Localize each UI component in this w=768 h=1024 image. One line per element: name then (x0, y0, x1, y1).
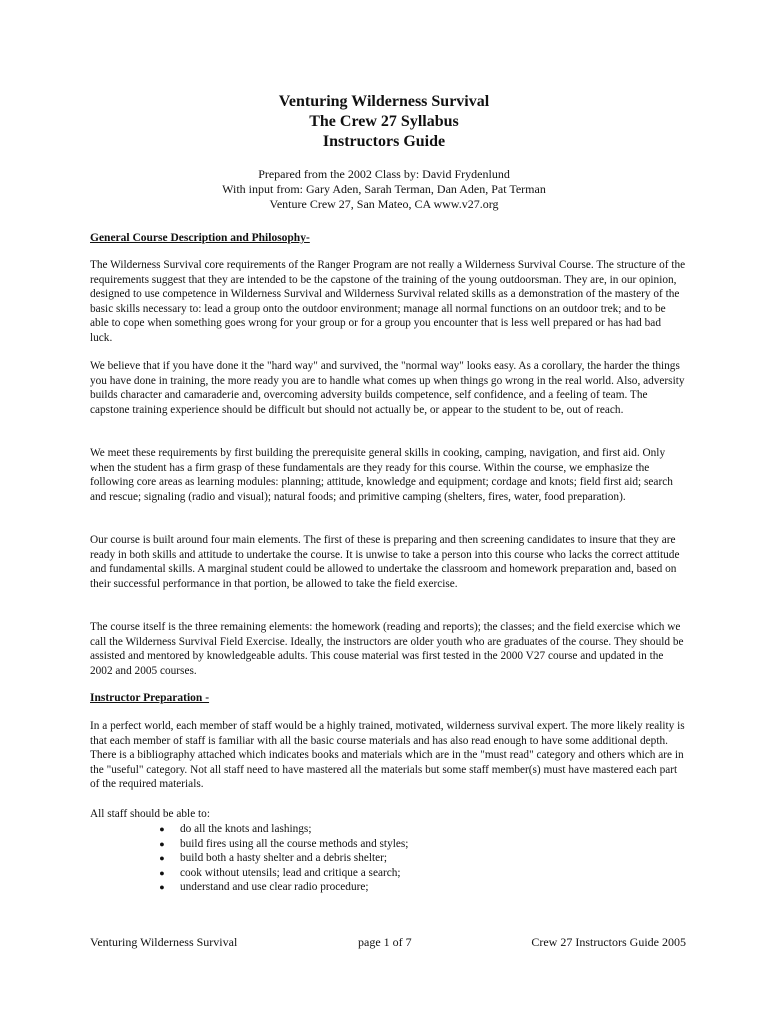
paragraph-text: In a perfect world, each member of staff would be a highly trained, motivated, wilderness survival expert. The more likely reality is that each member of staff is familiar with all the basic course materials and has also read enough to have some additional depth. There is a bibliography attached which indicates books and materials which are in the "must read" category and others which are in the "useful" category. Not all staff need to have mastered all the materials but some staff member(s) must have mastered each part of the required materials. (90, 720, 685, 790)
paragraph (90, 446, 686, 504)
prepared-by-line: Prepared from the 2002 Class by: David Frydenlund (258, 167, 510, 181)
list-item-text: do all the knots and lashings; (180, 823, 312, 835)
document-title: Venturing Wilderness Survival (278, 93, 490, 110)
list-item-text: build both a hasty shelter and a debris shelter; (180, 852, 388, 864)
crew-address-line: Venture Crew 27, San Mateo, CA www.v27.org (269, 197, 499, 211)
list-item-text: cook without utensils; lead and critique a search; (180, 866, 401, 879)
list-item (90, 837, 690, 852)
paragraph-text: Our course is built around four main elements. The first of these is preparing and then screening candidates to insure that they are ready in both skills and attitude to undertake the course. It is unwise to take a person into this course who lacks the correct attitude and fundamental skills. A marginal student could be allowed to undertake the classroom and homework preparation and, based on their successful performance in that portion, be allowed to take the field exercise. (90, 534, 680, 590)
footer-left-title: Venturing Wilderness Survival (90, 935, 238, 949)
list-item (90, 880, 690, 895)
section-heading-course-description: General Course Description and Philosophy- (90, 232, 310, 244)
paragraph (90, 620, 686, 678)
title-block (0, 92, 768, 152)
document-subtitle: The Crew 27 Syllabus (309, 113, 459, 130)
prepared-by-block (0, 167, 768, 212)
paragraph (90, 258, 686, 345)
paragraph-text: We believe that if you have done it the "hard way" and survived, the "normal way" looks easy. As a corollary, the harder the things you have done in training, the more ready you are to handle what comes up when things go wrong in the real world. Also, adversity builds character and camaraderie and, overcoming adversity builds competence, self confidence, and a feeling of team. The capstone training experience should be difficult but should not actually be, or appear to the student to be, out of reach. (90, 360, 685, 416)
bullet-icon: ● (159, 853, 165, 863)
input-from-line: With input from: Gary Aden, Sarah Terman, Dan Aden, Pat Terman (222, 182, 546, 196)
paragraph (90, 807, 686, 822)
bullet-icon: ● (159, 824, 165, 834)
staff-skills-list (90, 822, 690, 895)
page-number: page 1 of 7 (358, 935, 412, 949)
document-guide-title: Instructors Guide (322, 133, 446, 150)
list-item (90, 851, 690, 866)
paragraph-text: The course itself is the three remaining elements: the homework (reading and reports); the classes; and the field exercise which we call the Wilderness Survival Field Exercise. Ideally, the instructors are older youth who are graduates of the course. They should be assisted and mentored by knowledgeable adults. This couse material was first tested in the 2000 V27 course and updated in the 2002 and 2005 courses. (90, 621, 684, 677)
bullet-icon: ● (159, 867, 165, 878)
paragraph-text: We meet these requirements by first building the prerequisite general skills in cooking, camping, navigation, and first aid. Only when the student has a firm grasp of these fundamentals are they ready for this course. Within the course, we emphasize the following core areas as learning modules: planning; attitude, knowledge and equipment; cordage and knots; field first aid; search and rescue; signaling (radio and visual); natural foods; and primitive camping (shelters, fires, water, food preparation). (90, 447, 673, 503)
bullet-icon: ● (159, 882, 165, 892)
list-item (90, 822, 690, 837)
paragraph-text: All staff should be able to: (90, 808, 210, 820)
paragraph (90, 359, 686, 417)
paragraph (90, 719, 686, 792)
list-item-text: understand and use clear radio procedure; (180, 881, 369, 893)
footer-right-title: Crew 27 Instructors Guide 2005 (531, 935, 686, 949)
list-item (90, 866, 690, 881)
paragraph-text: The Wilderness Survival core requirements of the Ranger Program are not really a Wilderness Survival Course. The structure of the requirements suggest that they are intended to be the capstone of the training of the young outdoorsman. They are, in our opinion, designed to use competence in Wilderness Survival and Wilderness Survival related skills as a demonstration of the mastery of the basic skills necessary to: lead a group onto the outdoor environment; manage all normal functions on an outdoor trek; and to be able to cope when something goes wrong for your group or for a group you encounter that is less well prepared or has had bad luck. (90, 259, 686, 344)
bullet-icon: ● (159, 838, 165, 849)
paragraph (90, 533, 686, 591)
list-item-text: build fires using all the course methods and styles; (180, 837, 409, 850)
section-heading-instructor-preparation: Instructor Preparation - (90, 692, 210, 704)
